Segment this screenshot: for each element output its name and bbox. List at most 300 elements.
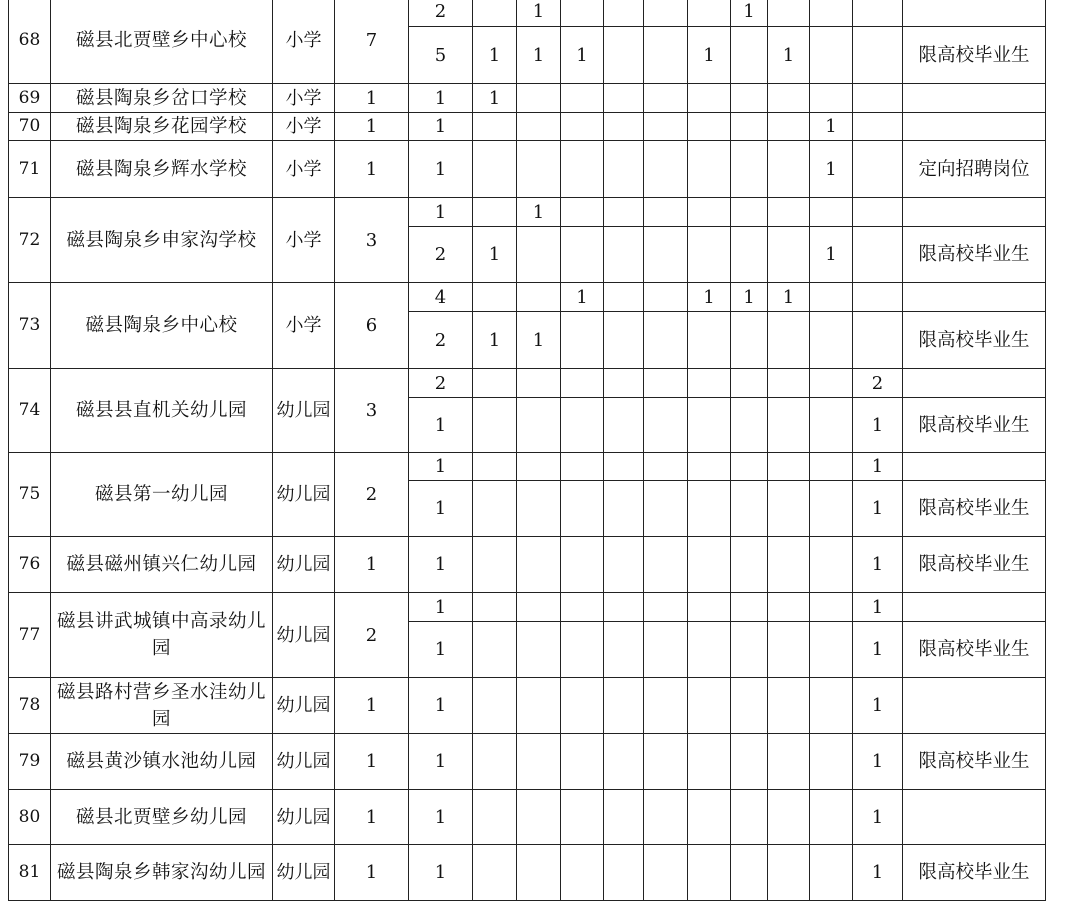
post-count-cell: 4 [409, 283, 473, 312]
subject-count-cell [688, 845, 731, 901]
total-count-cell: 1 [335, 734, 409, 790]
post-count-cell: 2 [409, 369, 473, 398]
subject-count-cell [517, 734, 561, 790]
school-level-cell: 幼儿园 [273, 678, 335, 734]
row-number-cell: 70 [9, 113, 51, 141]
note-cell [903, 113, 1046, 141]
subject-count-cell [473, 622, 517, 678]
subject-count-cell [810, 481, 853, 537]
subject-count-cell [768, 593, 810, 622]
subject-count-cell [604, 113, 644, 141]
subject-count-cell [473, 734, 517, 790]
subject-count-cell [604, 141, 644, 198]
subject-count-cell: 1 [517, 312, 561, 369]
subject-count-cell [561, 369, 604, 398]
school-level-cell: 幼儿园 [273, 537, 335, 593]
note-cell [903, 84, 1046, 113]
subject-count-cell [688, 790, 731, 845]
subject-count-cell [561, 141, 604, 198]
school-level-cell: 小学 [273, 0, 335, 84]
subject-count-cell [604, 481, 644, 537]
subject-count-cell [604, 198, 644, 227]
total-count-cell: 2 [335, 593, 409, 678]
subject-count-cell [604, 790, 644, 845]
subject-count-cell [810, 622, 853, 678]
table-row [9, 84, 1046, 113]
total-count-cell: 2 [335, 453, 409, 537]
subject-count-cell [473, 283, 517, 312]
note-cell: 限高校毕业生 [903, 398, 1046, 453]
subject-count-cell [768, 678, 810, 734]
subject-count-cell [604, 227, 644, 283]
subject-count-cell [561, 622, 604, 678]
subject-count-cell [768, 227, 810, 283]
subject-count-cell [853, 141, 903, 198]
subject-count-cell [644, 198, 688, 227]
subject-count-cell [688, 141, 731, 198]
table-row [9, 283, 1046, 312]
subject-count-cell: 1 [473, 227, 517, 283]
post-count-cell: 1 [409, 198, 473, 227]
row-number-cell: 77 [9, 593, 51, 678]
subject-count-cell [768, 369, 810, 398]
note-cell [903, 790, 1046, 845]
total-count-cell: 1 [335, 141, 409, 198]
note-cell: 限高校毕业生 [903, 622, 1046, 678]
subject-count-cell [731, 453, 768, 481]
subject-count-cell [688, 312, 731, 369]
school-level-cell: 幼儿园 [273, 790, 335, 845]
subject-count-cell [731, 141, 768, 198]
school-name-cell: 磁县磁州镇兴仁幼儿园 [51, 537, 273, 593]
subject-count-cell [688, 734, 731, 790]
note-cell [903, 593, 1046, 622]
subject-count-cell [810, 283, 853, 312]
note-cell [903, 369, 1046, 398]
subject-count-cell [731, 622, 768, 678]
subject-count-cell [644, 622, 688, 678]
subject-count-cell [473, 198, 517, 227]
subject-count-cell [644, 0, 688, 27]
subject-count-cell [768, 622, 810, 678]
subject-count-cell [768, 198, 810, 227]
subject-count-cell [644, 27, 688, 84]
post-count-cell: 1 [409, 453, 473, 481]
row-number-cell: 76 [9, 537, 51, 593]
total-count-cell: 1 [335, 790, 409, 845]
note-cell [903, 198, 1046, 227]
post-count-cell: 1 [409, 398, 473, 453]
subject-count-cell [644, 593, 688, 622]
subject-count-cell [768, 141, 810, 198]
table-row [9, 678, 1046, 734]
subject-count-cell [561, 481, 604, 537]
subject-count-cell: 1 [517, 27, 561, 84]
note-cell: 定向招聘岗位 [903, 141, 1046, 198]
subject-count-cell [473, 678, 517, 734]
subject-count-cell [561, 790, 604, 845]
school-name-cell: 磁县黄沙镇水池幼儿园 [51, 734, 273, 790]
total-count-cell: 7 [335, 0, 409, 84]
subject-count-cell [517, 790, 561, 845]
subject-count-cell [644, 312, 688, 369]
subject-count-cell [473, 453, 517, 481]
subject-count-cell [561, 198, 604, 227]
subject-count-cell: 1 [473, 27, 517, 84]
post-count-cell: 2 [409, 312, 473, 369]
subject-count-cell [768, 453, 810, 481]
subject-count-cell [473, 537, 517, 593]
subject-count-cell [853, 113, 903, 141]
subject-count-cell [604, 622, 644, 678]
school-level-cell: 幼儿园 [273, 845, 335, 901]
subject-count-cell [604, 734, 644, 790]
total-count-cell: 3 [335, 198, 409, 283]
subject-count-cell: 1 [810, 113, 853, 141]
subject-count-cell [688, 593, 731, 622]
subject-count-cell [644, 845, 688, 901]
subject-count-cell [517, 141, 561, 198]
note-cell [903, 453, 1046, 481]
school-name-cell: 磁县路村营乡圣水洼幼儿园 [51, 678, 273, 734]
subject-count-cell: 1 [853, 845, 903, 901]
subject-count-cell [517, 593, 561, 622]
subject-count-cell [768, 845, 810, 901]
subject-count-cell [604, 678, 644, 734]
subject-count-cell [853, 0, 903, 27]
row-number-cell: 75 [9, 453, 51, 537]
subject-count-cell [517, 481, 561, 537]
table-row [9, 537, 1046, 593]
subject-count-cell: 1 [688, 27, 731, 84]
subject-count-cell [644, 369, 688, 398]
subject-count-cell [561, 398, 604, 453]
table-row [9, 141, 1046, 198]
subject-count-cell [561, 593, 604, 622]
subject-count-cell [561, 678, 604, 734]
subject-count-cell [853, 312, 903, 369]
table-row [9, 0, 1046, 27]
subject-count-cell [731, 537, 768, 593]
school-level-cell: 幼儿园 [273, 593, 335, 678]
subject-count-cell [688, 622, 731, 678]
subject-count-cell [561, 227, 604, 283]
school-name-cell: 磁县陶泉乡辉水学校 [51, 141, 273, 198]
subject-count-cell [604, 593, 644, 622]
subject-count-cell [731, 398, 768, 453]
total-count-cell: 1 [335, 113, 409, 141]
subject-count-cell [731, 198, 768, 227]
table-row [9, 593, 1046, 622]
subject-count-cell [473, 790, 517, 845]
subject-count-cell [768, 481, 810, 537]
table-row [9, 369, 1046, 398]
subject-count-cell: 1 [853, 678, 903, 734]
note-cell [903, 678, 1046, 734]
subject-count-cell: 1 [473, 312, 517, 369]
subject-count-cell [731, 227, 768, 283]
subject-count-cell [644, 398, 688, 453]
subject-count-cell: 2 [853, 369, 903, 398]
subject-count-cell [731, 790, 768, 845]
note-cell [903, 0, 1046, 27]
note-cell: 限高校毕业生 [903, 537, 1046, 593]
subject-count-cell: 1 [731, 283, 768, 312]
subject-count-cell: 1 [517, 198, 561, 227]
row-number-cell: 74 [9, 369, 51, 453]
subject-count-cell [810, 678, 853, 734]
school-level-cell: 幼儿园 [273, 453, 335, 537]
post-count-cell: 2 [409, 0, 473, 27]
subject-count-cell [768, 113, 810, 141]
row-number-cell: 80 [9, 790, 51, 845]
post-count-cell: 1 [409, 622, 473, 678]
subject-count-cell: 1 [561, 283, 604, 312]
subject-count-cell [768, 398, 810, 453]
subject-count-cell [688, 0, 731, 27]
subject-count-cell [731, 27, 768, 84]
school-name-cell: 磁县第一幼儿园 [51, 453, 273, 537]
subject-count-cell [810, 537, 853, 593]
school-level-cell: 小学 [273, 113, 335, 141]
subject-count-cell [688, 678, 731, 734]
note-cell: 限高校毕业生 [903, 734, 1046, 790]
subject-count-cell [810, 593, 853, 622]
subject-count-cell [561, 734, 604, 790]
school-name-cell: 磁县北贾壁乡中心校 [51, 0, 273, 84]
row-number-cell: 72 [9, 198, 51, 283]
subject-count-cell [473, 398, 517, 453]
total-count-cell: 1 [335, 845, 409, 901]
subject-count-cell [517, 537, 561, 593]
subject-count-cell [644, 678, 688, 734]
subject-count-cell [561, 845, 604, 901]
school-name-cell: 磁县陶泉乡中心校 [51, 283, 273, 369]
subject-count-cell [561, 0, 604, 27]
post-count-cell: 1 [409, 113, 473, 141]
post-count-cell: 1 [409, 845, 473, 901]
subject-count-cell [853, 283, 903, 312]
subject-count-cell [604, 283, 644, 312]
subject-count-cell [731, 84, 768, 113]
subject-count-cell [731, 593, 768, 622]
subject-count-cell [810, 734, 853, 790]
post-count-cell: 1 [409, 481, 473, 537]
row-number-cell: 68 [9, 0, 51, 84]
subject-count-cell [604, 27, 644, 84]
subject-count-cell [768, 790, 810, 845]
subject-count-cell [810, 369, 853, 398]
school-level-cell: 小学 [273, 198, 335, 283]
subject-count-cell [688, 369, 731, 398]
subject-count-cell: 1 [517, 0, 561, 27]
subject-count-cell [644, 84, 688, 113]
post-count-cell: 1 [409, 141, 473, 198]
note-cell: 限高校毕业生 [903, 845, 1046, 901]
subject-count-cell [604, 398, 644, 453]
subject-count-cell [810, 0, 853, 27]
subject-count-cell [853, 227, 903, 283]
subject-count-cell [731, 481, 768, 537]
post-count-cell: 1 [409, 537, 473, 593]
subject-count-cell [810, 398, 853, 453]
subject-count-cell [644, 790, 688, 845]
note-cell: 限高校毕业生 [903, 312, 1046, 369]
subject-count-cell [604, 453, 644, 481]
subject-count-cell: 1 [853, 593, 903, 622]
subject-count-cell [561, 113, 604, 141]
subject-count-cell [517, 398, 561, 453]
school-name-cell: 磁县陶泉乡申家沟学校 [51, 198, 273, 283]
subject-count-cell [810, 27, 853, 84]
subject-count-cell: 1 [853, 734, 903, 790]
table-row [9, 453, 1046, 481]
subject-count-cell: 1 [853, 398, 903, 453]
table-row [9, 845, 1046, 901]
note-cell: 限高校毕业生 [903, 481, 1046, 537]
post-count-cell: 1 [409, 734, 473, 790]
recruitment-table [8, 0, 1046, 901]
school-name-cell: 磁县北贾壁乡幼儿园 [51, 790, 273, 845]
subject-count-cell [561, 312, 604, 369]
subject-count-cell [517, 845, 561, 901]
subject-count-cell [731, 734, 768, 790]
subject-count-cell [517, 453, 561, 481]
subject-count-cell [473, 593, 517, 622]
subject-count-cell: 1 [561, 27, 604, 84]
subject-count-cell: 1 [688, 283, 731, 312]
subject-count-cell [604, 0, 644, 27]
school-level-cell: 小学 [273, 283, 335, 369]
subject-count-cell [517, 678, 561, 734]
subject-count-cell [644, 283, 688, 312]
row-number-cell: 71 [9, 141, 51, 198]
subject-count-cell [604, 369, 644, 398]
subject-count-cell [768, 84, 810, 113]
subject-count-cell [731, 113, 768, 141]
school-level-cell: 幼儿园 [273, 369, 335, 453]
row-number-cell: 78 [9, 678, 51, 734]
subject-count-cell [688, 537, 731, 593]
subject-count-cell [517, 227, 561, 283]
subject-count-cell [688, 453, 731, 481]
subject-count-cell [731, 845, 768, 901]
subject-count-cell: 1 [768, 283, 810, 312]
post-count-cell: 1 [409, 678, 473, 734]
subject-count-cell [768, 537, 810, 593]
subject-count-cell [517, 84, 561, 113]
subject-count-cell [688, 227, 731, 283]
subject-count-cell: 1 [853, 622, 903, 678]
subject-count-cell: 1 [768, 27, 810, 84]
subject-count-cell [810, 198, 853, 227]
post-count-cell: 1 [409, 790, 473, 845]
row-number-cell: 79 [9, 734, 51, 790]
subject-count-cell: 1 [853, 537, 903, 593]
subject-count-cell [561, 84, 604, 113]
subject-count-cell [810, 845, 853, 901]
subject-count-cell [517, 113, 561, 141]
subject-count-cell [604, 845, 644, 901]
school-level-cell: 小学 [273, 84, 335, 113]
subject-count-cell [473, 481, 517, 537]
total-count-cell: 1 [335, 84, 409, 113]
subject-count-cell [688, 84, 731, 113]
subject-count-cell [688, 198, 731, 227]
table-row [9, 790, 1046, 845]
subject-count-cell [810, 790, 853, 845]
subject-count-cell [853, 27, 903, 84]
subject-count-cell [644, 453, 688, 481]
note-cell: 限高校毕业生 [903, 227, 1046, 283]
subject-count-cell [473, 845, 517, 901]
subject-count-cell [517, 283, 561, 312]
note-cell: 限高校毕业生 [903, 27, 1046, 84]
subject-count-cell [604, 312, 644, 369]
subject-count-cell [688, 398, 731, 453]
table-row [9, 198, 1046, 227]
subject-count-cell: 1 [810, 227, 853, 283]
subject-count-cell [810, 312, 853, 369]
subject-count-cell [473, 113, 517, 141]
subject-count-cell [561, 453, 604, 481]
subject-count-cell [473, 141, 517, 198]
subject-count-cell [644, 481, 688, 537]
subject-count-cell: 1 [853, 481, 903, 537]
total-count-cell: 6 [335, 283, 409, 369]
subject-count-cell [473, 369, 517, 398]
subject-count-cell [604, 537, 644, 593]
post-count-cell: 5 [409, 27, 473, 84]
table-row [9, 113, 1046, 141]
table-body [9, 0, 1046, 901]
subject-count-cell [644, 537, 688, 593]
subject-count-cell: 1 [853, 453, 903, 481]
total-count-cell: 3 [335, 369, 409, 453]
subject-count-cell [731, 369, 768, 398]
subject-count-cell [731, 678, 768, 734]
subject-count-cell: 1 [731, 0, 768, 27]
row-number-cell: 69 [9, 84, 51, 113]
subject-count-cell [731, 312, 768, 369]
total-count-cell: 1 [335, 678, 409, 734]
school-name-cell: 磁县陶泉乡花园学校 [51, 113, 273, 141]
subject-count-cell [768, 312, 810, 369]
total-count-cell: 1 [335, 537, 409, 593]
post-count-cell: 1 [409, 84, 473, 113]
subject-count-cell [810, 84, 853, 113]
subject-count-cell: 1 [810, 141, 853, 198]
note-cell [903, 283, 1046, 312]
subject-count-cell [688, 113, 731, 141]
school-name-cell: 磁县陶泉乡韩家沟幼儿园 [51, 845, 273, 901]
school-level-cell: 幼儿园 [273, 734, 335, 790]
subject-count-cell [644, 141, 688, 198]
subject-count-cell: 1 [853, 790, 903, 845]
school-name-cell: 磁县讲武城镇中高录幼儿园 [51, 593, 273, 678]
school-name-cell: 磁县县直机关幼儿园 [51, 369, 273, 453]
subject-count-cell: 1 [473, 84, 517, 113]
subject-count-cell [644, 734, 688, 790]
subject-count-cell [561, 537, 604, 593]
subject-count-cell [810, 453, 853, 481]
table-row [9, 734, 1046, 790]
row-number-cell: 81 [9, 845, 51, 901]
subject-count-cell [604, 84, 644, 113]
subject-count-cell [688, 481, 731, 537]
post-count-cell: 1 [409, 593, 473, 622]
subject-count-cell [517, 369, 561, 398]
